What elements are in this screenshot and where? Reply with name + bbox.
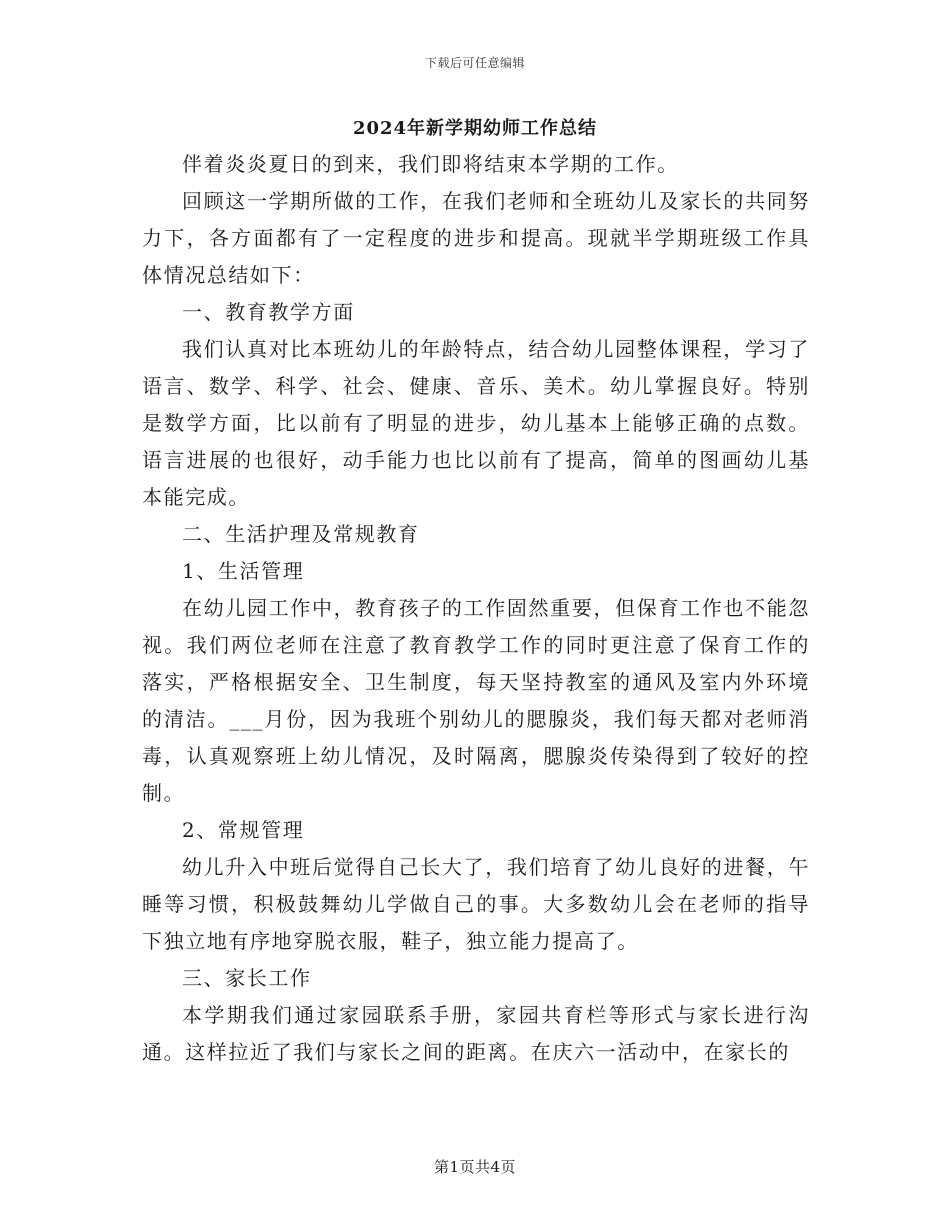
paragraph-life-management: 在幼儿园工作中，教育孩子的工作固然重要，但保育工作也不能忽视。我们两位老师在注意了教育教学工作的同时更注意了保育工作的落实，严格根据安全、卫生制度，每天坚持教室的通风及室内外环境的清洁。___月份，因为我班个别幼儿的腮腺炎，我们每天都对老师消毒，认真观察班上幼儿情况，及时隔离，腮腺炎传染得到了较好的控制。: [142, 596, 810, 805]
paragraph-education: 我们认真对比本班幼儿的年龄特点，结合幼儿园整体课程，学习了语言、数学、科学、社会、健康、音乐、美术。幼儿掌握良好。特别是数学方面，比以前有了明显的进步，幼儿基本上能够正确的点数。语言进展的也很好，动手能力也比以前有了提高，简单的图画幼儿基本能完成。: [142, 337, 810, 509]
subheading-life-management: 1、生活管理: [182, 559, 305, 583]
paragraph-review: 回顾这一学期所做的工作，在我们老师和全班幼儿及家长的共同努力下，各方面都有了一定程度的进步和提高。现就半学期班级工作具体情况总结如下：: [142, 189, 810, 287]
header-note: 下载后可任意编辑: [424, 56, 525, 70]
section-heading-education: 一、教育教学方面: [182, 300, 355, 324]
paragraph-parent-work: 本学期我们通过家园联系手册，家园共育栏等形式与家长进行沟通。这样拉近了我们与家长之间的距离。在庆六一活动中，在家长的: [142, 1003, 810, 1064]
document-title: 2024年新学期幼师工作总结: [352, 118, 598, 139]
subheading-routine-management: 2、常规管理: [182, 818, 305, 842]
paragraph-routine-management: 幼儿升入中班后觉得自己长大了，我们培育了幼儿良好的进餐，午睡等习惯，积极鼓舞幼儿学做自己的事。大多数幼儿会在老师的指导下独立地有序地穿脱衣服，鞋子，独立能力提高了。: [142, 855, 810, 953]
page-number: 第1页共4页: [433, 1158, 517, 1176]
section-heading-life-care: 二、生活护理及常规教育: [182, 522, 420, 546]
paragraph-intro: 伴着炎炎夏日的到来，我们即将结束本学期的工作。: [182, 152, 679, 176]
section-heading-parent-work: 三、家长工作: [182, 966, 312, 990]
document-body: [142, 146, 810, 1071]
